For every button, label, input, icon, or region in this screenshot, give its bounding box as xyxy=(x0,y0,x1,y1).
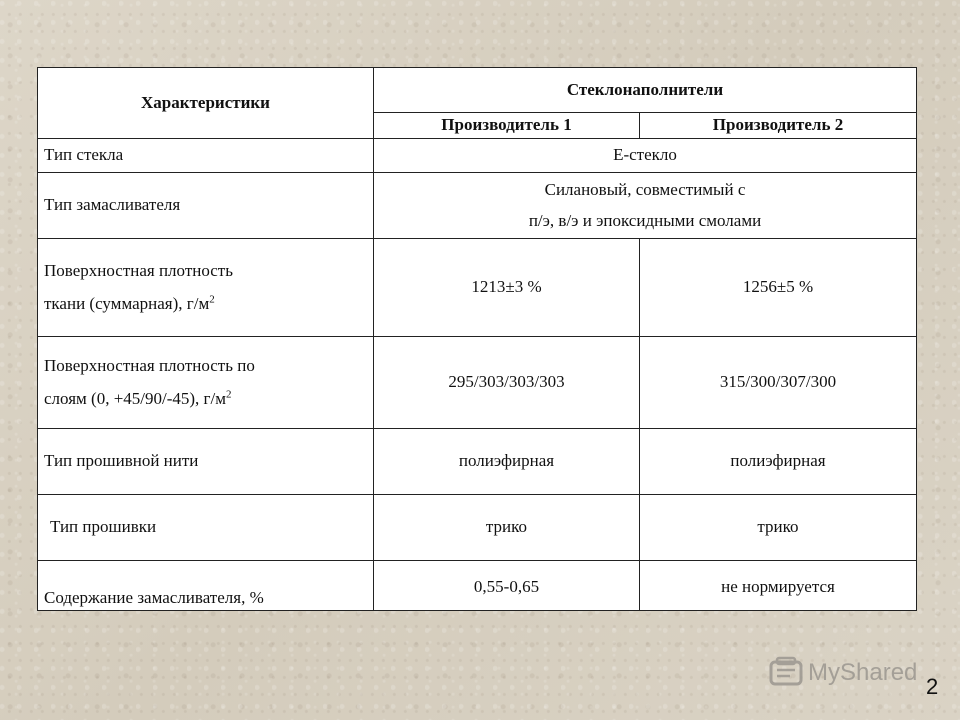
row-label: Содержание замасливателя, % xyxy=(38,561,374,611)
row-value-2: 315/300/307/300 xyxy=(640,337,917,429)
row-merged-value-line2: п/э, в/э и эпоксидными смолами xyxy=(528,210,762,230)
row-label: Тип стекла xyxy=(38,139,374,173)
table-row xyxy=(38,561,917,611)
row-label: Тип замасливателя xyxy=(38,173,374,239)
row-merged-value-line1: Силановый, совместимый с xyxy=(544,180,746,200)
row-label xyxy=(38,239,374,337)
row-value-1: 0,55-0,65 xyxy=(374,561,640,611)
row-value-2: полиэфирная xyxy=(640,429,917,495)
row-value-1: полиэфирная xyxy=(374,429,640,495)
page-number: 2 xyxy=(926,674,939,699)
row-value-1: трико xyxy=(374,495,640,561)
header-manufacturer-2: Производитель 2 xyxy=(640,113,917,139)
header-row xyxy=(38,68,917,113)
row-label: Тип прошивки xyxy=(38,495,374,561)
row-label-line2-text: ткани (суммарная), г/м xyxy=(44,293,210,313)
watermark xyxy=(768,656,917,690)
row-merged-value xyxy=(374,173,917,239)
table-row xyxy=(38,239,917,337)
row-label-line2-text: слоям (0, +45/90/-45), г/м xyxy=(44,388,227,408)
table-row xyxy=(38,173,917,239)
row-value-2: трико xyxy=(640,495,917,561)
row-label-line2 xyxy=(44,294,367,314)
row-value-2: не нормируется xyxy=(640,561,917,611)
table-row xyxy=(38,429,917,495)
table-row xyxy=(38,337,917,429)
superscript: 2 xyxy=(209,292,215,305)
row-merged-value: Е-стекло xyxy=(374,139,917,173)
row-value-1: 1213±3 % xyxy=(374,239,640,337)
header-manufacturer-1: Производитель 1 xyxy=(374,113,640,139)
row-label xyxy=(38,337,374,429)
myshared-logo-icon xyxy=(768,656,804,690)
table-row xyxy=(38,139,917,173)
row-value-1: 295/303/303/303 xyxy=(374,337,640,429)
spec-table xyxy=(37,67,917,611)
row-label: Тип прошивной нити xyxy=(38,429,374,495)
row-label-line1: Поверхностная плотность по xyxy=(44,356,255,376)
row-label-line2 xyxy=(44,389,367,409)
watermark-text: MyShared xyxy=(808,659,918,686)
superscript: 2 xyxy=(226,387,232,400)
row-label-line1: Поверхностная плотность xyxy=(44,261,233,281)
row-value-2: 1256±5 % xyxy=(640,239,917,337)
header-characteristics: Характеристики xyxy=(38,68,374,139)
header-fiberglass-group: Стеклонаполнители xyxy=(374,68,917,113)
table-row xyxy=(38,495,917,561)
